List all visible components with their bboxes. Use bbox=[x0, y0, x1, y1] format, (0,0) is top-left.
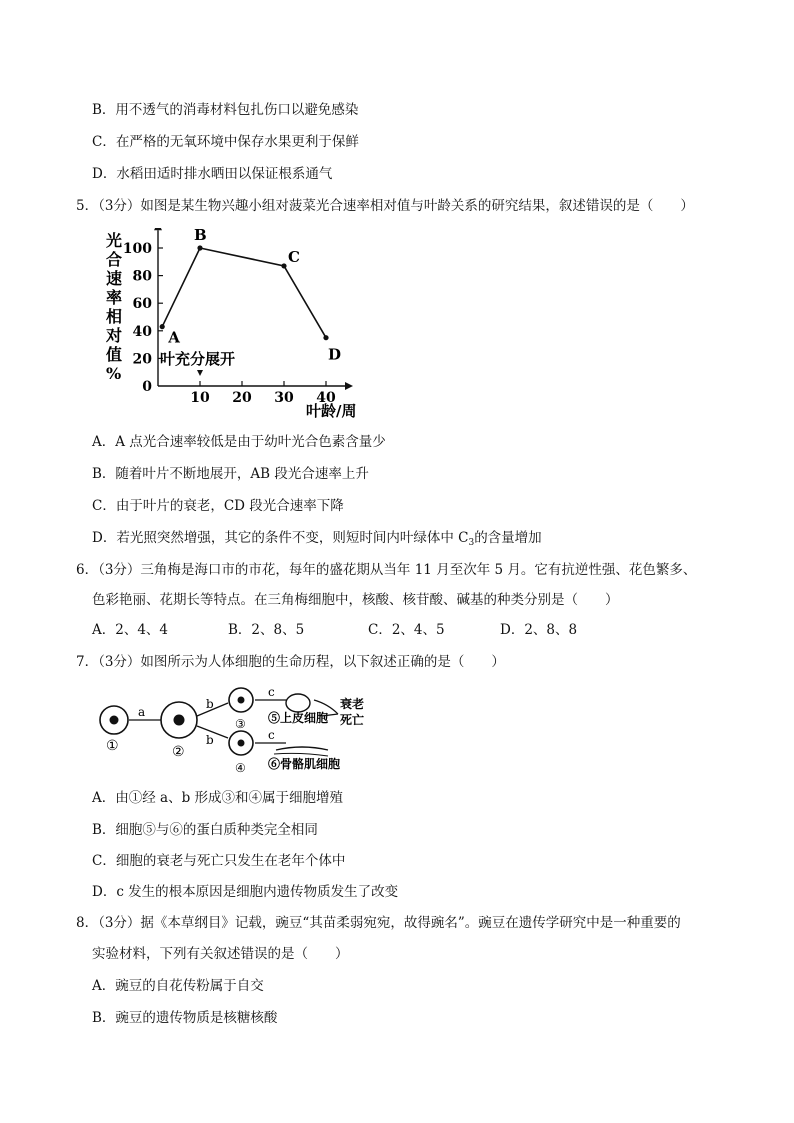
q6-option-d: D．2、8、8 bbox=[500, 622, 578, 638]
y-label-char: 值 bbox=[106, 345, 123, 364]
data-point-d bbox=[323, 335, 328, 340]
chart-y-axis-label bbox=[105, 231, 122, 383]
cell-5-label: ⑤上皮细胞 bbox=[268, 711, 329, 725]
arrow-b-upper-label: b bbox=[206, 697, 214, 711]
x-axis-arrow bbox=[345, 382, 353, 390]
chart-annotation bbox=[160, 350, 235, 376]
x-tick-label: 30 bbox=[274, 390, 294, 406]
q7-stem: 7．（3分）如图所示为人体细胞的生命历程，以下叙述正确的是（ ） bbox=[76, 654, 505, 670]
annotation-arrow bbox=[197, 370, 203, 376]
y-tick-label: 20 bbox=[132, 351, 152, 368]
annotation-text: 叶充分展开 bbox=[160, 350, 236, 368]
point-label-c: C bbox=[288, 247, 300, 266]
y-tick-label: 60 bbox=[132, 296, 152, 313]
point-label-d: D bbox=[328, 345, 342, 364]
q5-option-d-pre: D．若光照突然增强，其它的条件不变，则短时间内叶绿体中 C bbox=[92, 530, 469, 546]
q7-cell-diagram bbox=[92, 686, 392, 782]
q8-option-b: B．豌豆的遗传物质是核糖核酸 bbox=[92, 1010, 278, 1026]
arrow-a-label: a bbox=[138, 705, 146, 719]
q6-option-c: C．2、4、5 bbox=[368, 622, 445, 638]
cell-4-nucleus bbox=[238, 740, 245, 747]
q6-stem-line2: 色彩艳丽、花期长等特点。在三角梅细胞中，核酸、核苷酸、碱基的种类分别是（ ） bbox=[92, 592, 619, 608]
arrow-c-lower-label: c bbox=[268, 728, 275, 742]
q7-option-d: D．c 发生的根本原因是细胞内遗传物质发生了改变 bbox=[92, 884, 399, 900]
y-axis-arrow bbox=[154, 228, 162, 230]
cell-4-label: ④ bbox=[235, 761, 246, 775]
cell-1-label: ① bbox=[106, 738, 119, 754]
q6-option-a: A．2、4、4 bbox=[92, 622, 169, 638]
q4-option-c: C．在严格的无氧环境中保存水果更利于保鲜 bbox=[92, 134, 359, 150]
q5-option-d-post: 的含量增加 bbox=[474, 530, 542, 546]
q5-option-d bbox=[92, 528, 542, 553]
q5-option-c: C．由于叶片的衰老，CD 段光合速率下降 bbox=[92, 498, 344, 514]
y-tick-label: 40 bbox=[132, 323, 152, 340]
arrow-c-upper-label: c bbox=[268, 686, 275, 699]
fate-line2: 死亡 bbox=[340, 713, 365, 727]
x-tick-label: 20 bbox=[232, 390, 252, 406]
y-label-char: 率 bbox=[106, 288, 123, 307]
data-point-a bbox=[160, 324, 165, 329]
q5-option-b: B．随着叶片不断地展开，AB 段光合速率上升 bbox=[92, 466, 369, 482]
q8-stem-line1: 8．（3分）据《本草纲目》记载，豌豆“其苗柔弱宛宛，故得豌名”。豌豆在遗传学研究中是一种重要的 bbox=[76, 915, 681, 931]
q8-option-a: A．豌豆的自花传粉属于自交 bbox=[92, 978, 264, 994]
y-tick-label: 80 bbox=[132, 268, 152, 285]
q6-stem-line1: 6．（3分）三角梅是海口市的市花，每年的盛花期从当年 11 月至次年 5 月。它有抗逆性强、花色繁多、 bbox=[76, 562, 697, 578]
cell-5 bbox=[286, 694, 310, 712]
chart-x-axis-label: 叶龄/周 bbox=[306, 402, 357, 420]
q8-stem-line2: 实验材料，下列有关叙述错误的是（ ） bbox=[92, 946, 349, 962]
cell-1-nucleus bbox=[110, 716, 119, 725]
point-label-a: A bbox=[168, 328, 180, 347]
q5-option-d-sub: 3 bbox=[468, 538, 475, 548]
y-label-char: 速 bbox=[106, 269, 123, 288]
q5-line-chart bbox=[96, 228, 366, 422]
cell-6-label: ⑥骨骼肌细胞 bbox=[268, 757, 341, 771]
y-label-char: % bbox=[106, 364, 122, 383]
y-label-char: 对 bbox=[106, 326, 123, 345]
cell-2-label: ② bbox=[172, 744, 185, 760]
cell-3-label: ③ bbox=[235, 717, 246, 731]
data-point-c bbox=[281, 263, 286, 268]
q7-option-c: C．细胞的衰老与死亡只发生在老年个体中 bbox=[92, 853, 346, 869]
chart-series-line bbox=[162, 248, 326, 338]
q6-option-b: B．2、8、5 bbox=[228, 622, 305, 638]
cell-3-nucleus bbox=[238, 697, 245, 704]
q4-option-b: B．用不透气的消毒材料包扎伤口以避免感染 bbox=[92, 102, 359, 118]
point-label-b: B bbox=[194, 228, 207, 244]
x-tick-label: 10 bbox=[190, 390, 210, 406]
chart-points bbox=[160, 228, 341, 364]
q5-stem: 5．（3分）如图是某生物兴趣小组对菠菜光合速率相对值与叶龄关系的研究结果，叙述错误的是（ ） bbox=[76, 198, 694, 214]
q7-option-a: A．由①经 a、b 形成③和④属于细胞增殖 bbox=[92, 790, 344, 806]
chart-y-ticks bbox=[123, 241, 163, 395]
q7-option-b: B．细胞⑤与⑥的蛋白质种类完全相同 bbox=[92, 822, 318, 838]
cell-6-edge bbox=[274, 753, 328, 756]
y-label-char: 光 bbox=[106, 231, 123, 250]
arrow-b-lower-label: b bbox=[206, 733, 214, 747]
cell-2-nucleus bbox=[174, 715, 185, 726]
y-tick-label: 0 bbox=[142, 379, 152, 395]
q5-option-a: A．A 点光合速率较低是由于幼叶光合色素含量少 bbox=[92, 434, 386, 450]
fate-line1: 衰老 bbox=[340, 697, 365, 711]
q4-option-d: D．水稻田适时排水晒田以保证根系通气 bbox=[92, 166, 333, 182]
data-point-b bbox=[197, 245, 202, 250]
x-tick-label: 40 bbox=[316, 390, 336, 406]
y-label-char: 相 bbox=[106, 307, 123, 326]
cell-6 bbox=[276, 747, 328, 750]
y-label-char: 合 bbox=[106, 250, 123, 269]
y-tick-label: 100 bbox=[122, 241, 152, 257]
